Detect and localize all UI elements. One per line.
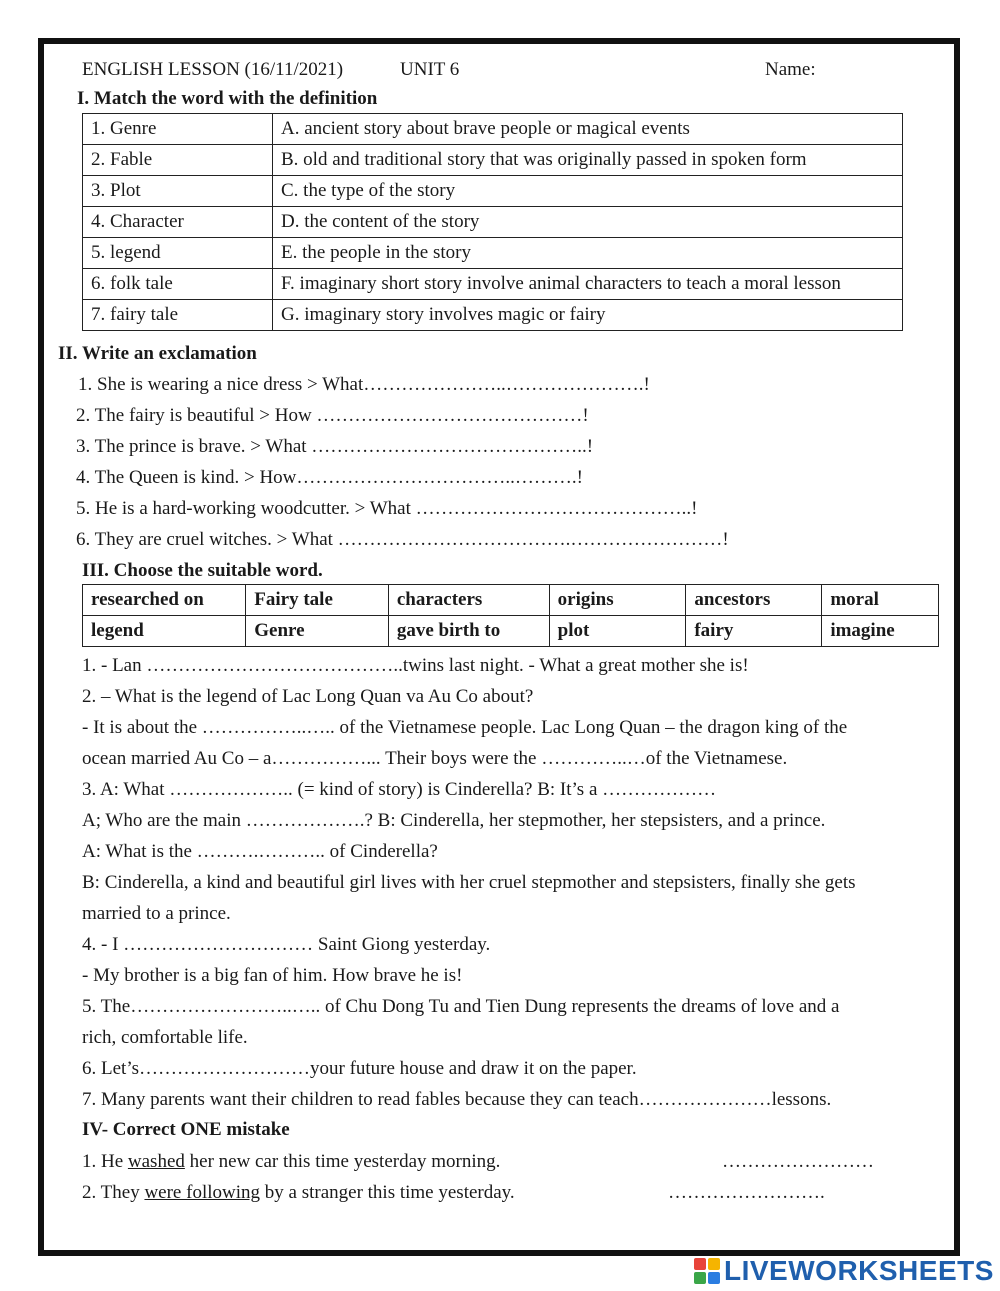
exclamation-item[interactable]: 2. The fairy is beautiful > How ……………………………………! (76, 405, 589, 426)
word-bank-cell: Fairy tale (246, 585, 389, 616)
match-word: 2. Fable (83, 145, 273, 176)
logo-square (694, 1272, 706, 1284)
match-row (83, 207, 903, 238)
match-definition: C. the type of the story (273, 176, 903, 207)
brand-name: LIVEWORKSHEETS (724, 1255, 994, 1286)
section-2-title: II. Write an exclamation (58, 343, 257, 364)
match-word: 4. Character (83, 207, 273, 238)
fill-in-line[interactable]: 3. A: What ……………….. (= kind of story) is Cinderella? B: It’s a ……………… (82, 779, 717, 800)
logo-square (708, 1258, 720, 1270)
mistake-2-pre: 2. They (82, 1182, 145, 1203)
exclamation-item[interactable]: 4. The Queen is kind. > How……………………………..……….! (76, 467, 583, 488)
match-row (83, 176, 903, 207)
mistake-item-1 (82, 1146, 500, 1177)
mistake-2-answer-blank[interactable]: ……………………. (668, 1182, 825, 1203)
match-word: 1. Genre (83, 114, 273, 145)
liveworksheets-icon (694, 1258, 720, 1284)
fill-in-line[interactable]: 6. Let’s………………………your future house and draw it on the paper. (82, 1058, 637, 1079)
fill-in-line[interactable]: 2. – What is the legend of Lac Long Quan va Au Co about? (82, 686, 534, 707)
match-definition: E. the people in the story (273, 238, 903, 269)
word-bank-cell: researched on (83, 585, 246, 616)
word-bank-cell: gave birth to (388, 616, 549, 647)
word-bank-cell: legend (83, 616, 246, 647)
fill-in-line[interactable]: rich, comfortable life. (82, 1027, 248, 1048)
fill-in-line[interactable]: 5. The……………………..….. of Chu Dong Tu and Tien Dung represents the dreams of love and a (82, 996, 840, 1017)
logo-square (708, 1272, 720, 1284)
mistake-item-2 (82, 1177, 515, 1208)
exclamation-item[interactable]: 6. They are cruel witches. > What ……………………………….……………………! (76, 529, 729, 550)
name-label: Name: (765, 59, 816, 80)
unit-label: UNIT 6 (400, 59, 460, 80)
match-row (83, 114, 903, 145)
word-bank-cell: fairy (686, 616, 822, 647)
match-word: 7. fairy tale (83, 300, 273, 331)
section-4-title: IV- Correct ONE mistake (82, 1119, 290, 1140)
word-bank-cell: origins (549, 585, 686, 616)
fill-in-line[interactable]: ocean married Au Co – a……………... Their boys were the …………..…of the Vietnamese. (82, 748, 788, 769)
match-row (83, 145, 903, 176)
match-definition: F. imaginary short story involve animal characters to teach a moral lesson (273, 269, 903, 300)
fill-in-line[interactable]: - It is about the ……………..….. of the Vietnamese people. Lac Long Quan – the dragon king of the (82, 717, 848, 738)
fill-in-line[interactable]: married to a prince. (82, 903, 231, 924)
fill-in-line[interactable]: 7. Many parents want their children to read fables because they can teach…………………lessons. (82, 1089, 832, 1110)
word-bank-cell: characters (388, 585, 549, 616)
section-3-title: III. Choose the suitable word. (82, 560, 323, 581)
word-bank-cell: Genre (246, 616, 389, 647)
word-bank-cell: moral (822, 585, 939, 616)
match-row (83, 238, 903, 269)
word-bank-row (83, 616, 939, 647)
word-bank-row (83, 585, 939, 616)
match-row (83, 300, 903, 331)
fill-in-line[interactable]: 4. - I ………………………… Saint Giong yesterday. (82, 934, 491, 955)
liveworksheets-logo[interactable] (694, 1256, 994, 1286)
word-bank-table (82, 584, 939, 647)
fill-in-line[interactable]: 1. - Lan …………………………………..twins last night. - What a great mother she is! (82, 655, 749, 676)
lesson-title: ENGLISH LESSON (16/11/2021) (82, 59, 344, 80)
match-word: 3. Plot (83, 176, 273, 207)
exclamation-item[interactable]: 3. The prince is brave. > What ……………………………………..! (76, 436, 594, 457)
match-word: 6. folk tale (83, 269, 273, 300)
fill-in-line[interactable]: A; Who are the main ……………….? B: Cinderella, her stepmother, her stepsisters, and a prince. (82, 810, 826, 831)
fill-in-line[interactable]: B: Cinderella, a kind and beautiful girl lives with her cruel stepmother and stepsisters, finally she gets (82, 872, 856, 893)
word-bank-cell: imagine (822, 616, 939, 647)
word-bank-cell: ancestors (686, 585, 822, 616)
match-definition: D. the content of the story (273, 207, 903, 238)
logo-square (694, 1258, 706, 1270)
fill-in-line[interactable]: - My brother is a big fan of him. How brave he is! (82, 965, 463, 986)
mistake-1-answer-blank[interactable]: …………………… (722, 1151, 874, 1172)
match-word: 5. legend (83, 238, 273, 269)
mistake-2-underlined: were following (144, 1182, 261, 1203)
mistake-2-post: by a stranger this time yesterday. (260, 1182, 515, 1203)
section-1-title: I. Match the word with the definition (77, 88, 378, 109)
match-definition: A. ancient story about brave people or magical events (273, 114, 903, 145)
word-bank-cell: plot (549, 616, 686, 647)
fill-in-line[interactable]: A: What is the ……….……….. of Cinderella? (82, 841, 438, 862)
exclamation-item[interactable]: 1. She is wearing a nice dress > What…………………..………………….! (78, 374, 650, 395)
exclamation-item[interactable]: 5. He is a hard-working woodcutter. > What ……………………………………..! (76, 498, 698, 519)
match-definition: G. imaginary story involves magic or fairy (273, 300, 903, 331)
mistake-1-underlined: washed (127, 1151, 185, 1172)
match-table (82, 113, 903, 331)
mistake-1-pre: 1. He (82, 1151, 128, 1172)
match-row (83, 269, 903, 300)
match-definition: B. old and traditional story that was originally passed in spoken form (273, 145, 903, 176)
mistake-1-post: her new car this time yesterday morning. (184, 1151, 501, 1172)
